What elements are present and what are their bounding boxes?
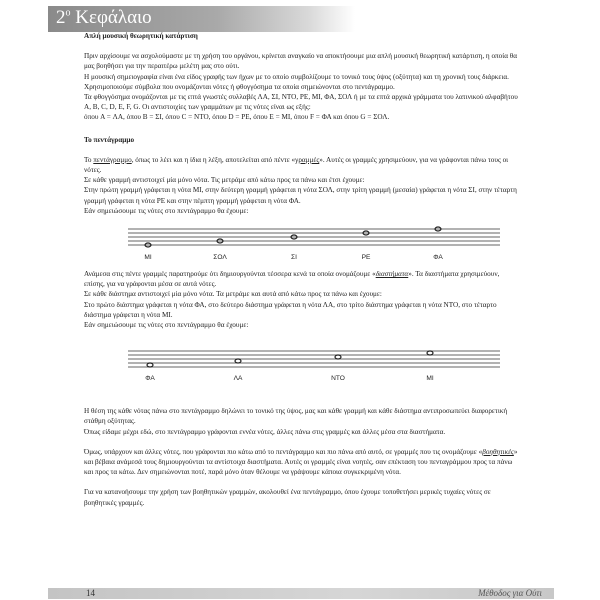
- paragraph: Το πεντάγραμμο, όπως το λέει και η ίδια η λέξη, αποτελείται από πέντε «γραμμές». Αυτές οι γραμμές χρησιμεύουν, για να γράφονται πάνω τους οι νότες.: [84, 155, 509, 175]
- whole-note: [427, 351, 433, 355]
- note-label: ΦΑ: [433, 254, 443, 262]
- staff-spaces-notes: [128, 344, 500, 382]
- paragraph: Σε κάθε γραμμή αντιστοιχεί μία μόνο νότα. Τις μετράμε από κάτω προς τα πάνω και έτσι έχουμε:: [84, 176, 365, 185]
- note-label: ΡΕ: [361, 254, 371, 262]
- paragraph: Για να κατανοήσουμε την χρήση των βοηθητικών γραμμών, ακολουθεί ένα πεντάγραμμο, όπου έχουμε τοποθετήσει μερικές τυχαίες νότες σε βοηθητικές γραμμές.: [84, 488, 491, 507]
- staff-svg: [128, 222, 500, 262]
- staff-lines-notes: [128, 222, 500, 262]
- whole-note: [235, 359, 241, 363]
- chapter-title: $2^o$ Κεφάλαιο: [56, 7, 152, 28]
- note-label: ΦΑ: [145, 375, 155, 383]
- section-heading: Απλή μουσική θεωρητική κατάρτιση: [84, 32, 198, 40]
- note-label: ΣΟΛ: [213, 254, 227, 262]
- paragraph: Στην πρώτη γραμμή γράφεται η νότα ΜΙ, στην δεύτερη γραμμή γράφεται η νότα ΣΟΛ, στην τρίτη γραμμή (μεσαία) γράφεται η νότα ΣΙ, στην τέταρτη γραμμή γράφεται η νότα ΡΕ και στην πέμπτη γραμμή γράφεται η νότα ΦΑ.: [84, 186, 517, 205]
- staff-svg: [128, 344, 500, 382]
- paragraph: Εάν σημειώσουμε τις νότες στο πεντάγραμμο θα έχουμε:: [84, 206, 249, 215]
- note-label: ΜΙ: [144, 254, 152, 262]
- note-label: ΝΤΟ: [331, 375, 345, 383]
- paragraph: Πριν αρχίσουμε να ασχολούμαστε με τη χρήση του οργάνου, κρίνεται αναγκαίο να αποκτήσουμε μια απλή μουσική θεωρητική κατάρτιση, η οποία θα μας βοηθήσει για την περαιτέρω μελέτη μας στο ούτι.: [84, 52, 517, 71]
- section-heading: Το πεντάγραμμο: [84, 135, 135, 144]
- page-footer: [48, 588, 554, 599]
- paragraph: Όπως είδαμε μέχρι εδώ, στο πεντάγραμμο γράφονται εννέα νότες, άλλες πάνω στις γραμμές και άλλες μέσα στα διαστήματα.: [84, 427, 446, 436]
- paragraph: Η θέση της κάθε νότας πάνω στο πεντάγραμμο δηλώνει το τονικό της ύψος, μας και κάθε γραμμή και κάθε διάστημα αντιπροσωπεύει διαφορετική στάθμη οξύτητας.: [84, 407, 508, 426]
- paragraph: Χρησιμοποιούμε σύμβολα που ονομάζονται νότες ή φθογγόσημα τα οποία σημειώνονται στο πεντάγραμμο.: [84, 82, 395, 91]
- paragraph: Τα φθογγόσημα ονομάζονται με τις επτά γνωστές συλλαβές ΛΑ, ΣΙ, ΝΤΟ, ΡΕ, ΜΙ, ΦΑ, ΣΟΛ ή με τα επτά αρχικά γράμματα του λατινικού αλφαβήτου A, B, C, D, E, F, G. Οι αντιστοιχίες των γραμμάτων με τις νότες είναι ως εξής:: [84, 93, 518, 112]
- book-title: Μέθοδος για Ούτι: [478, 588, 542, 598]
- paragraph: Στο πρώτο διάστημα γράφεται η νότα ΦΑ, στο δεύτερο διάστημα γράφεται η νότα ΛΑ, στο τρίτο διάστημα γράφεται η νότα ΝΤΟ, στο τέταρτο διάστημα γράφεται η νότα ΜΙ.: [84, 300, 497, 319]
- paragraph: Εάν σημειώσουμε τις νότες στο πεντάγραμμο θα έχουμε:: [84, 321, 249, 330]
- paragraph: όπου A = ΛΑ, όπου B = ΣΙ, όπου C = ΝΤΟ, όπου D = ΡΕ, όπου E = ΜΙ, όπου F = ΦΑ και όπου G = ΣΟΛ.: [84, 113, 390, 122]
- note-label: ΜΙ: [426, 375, 434, 383]
- note-label: ΣΙ: [291, 254, 297, 262]
- page-number: 14: [86, 588, 95, 598]
- whole-note: [147, 363, 153, 367]
- page-content: [84, 28, 522, 508]
- paragraph: Ανάμεσα στις πέντε γραμμές παρατηρούμε ότι δημιουργούνται τέσσερα κενά τα οποία ονομάζουμε «διαστήματα». Τα διαστήματα χρησιμεύουν, επίσης, για να γράφονται μέσα σε αυτά νότες.: [84, 270, 500, 289]
- whole-note: [335, 355, 341, 359]
- paragraph: Η μουσική σημειογραφία είναι ένα είδος γραφής των ήχων με το οποίο συμβολίζουμε το τονικό τους ύψος (οξύτητα) και τη χρονική τους διάρκεια.: [84, 72, 509, 81]
- paragraph: Σε κάθε διάστημα αντιστοιχεί μία μόνο νότα. Τα μετράμε και αυτά από κάτω προς τα πάνω και έχουμε:: [84, 290, 382, 299]
- paragraph: Όμως, υπάρχουν και άλλες νότες, που γράφονται πιο κάτω από το πεντάγραμμο και πιο πάνω από αυτό, σε γραμμές που τις ονομάζουμε «βοηθητικές» και βέβαια ανάμεσά τους δημιουργούνται τα αντίστοιχα διαστήματα. Αυτές οι γραμμές είναι νοητές, σαν επέκταση του πενταγράμμου προς τα πάνω και προς τα κάτω. Δεν σημειώνονται ποτέ, παρά μόνο όταν θέλουμε να γράψουμε κάποια συγκεκριμένη νότα.: [84, 447, 518, 477]
- note-label: ΛΑ: [233, 375, 243, 383]
